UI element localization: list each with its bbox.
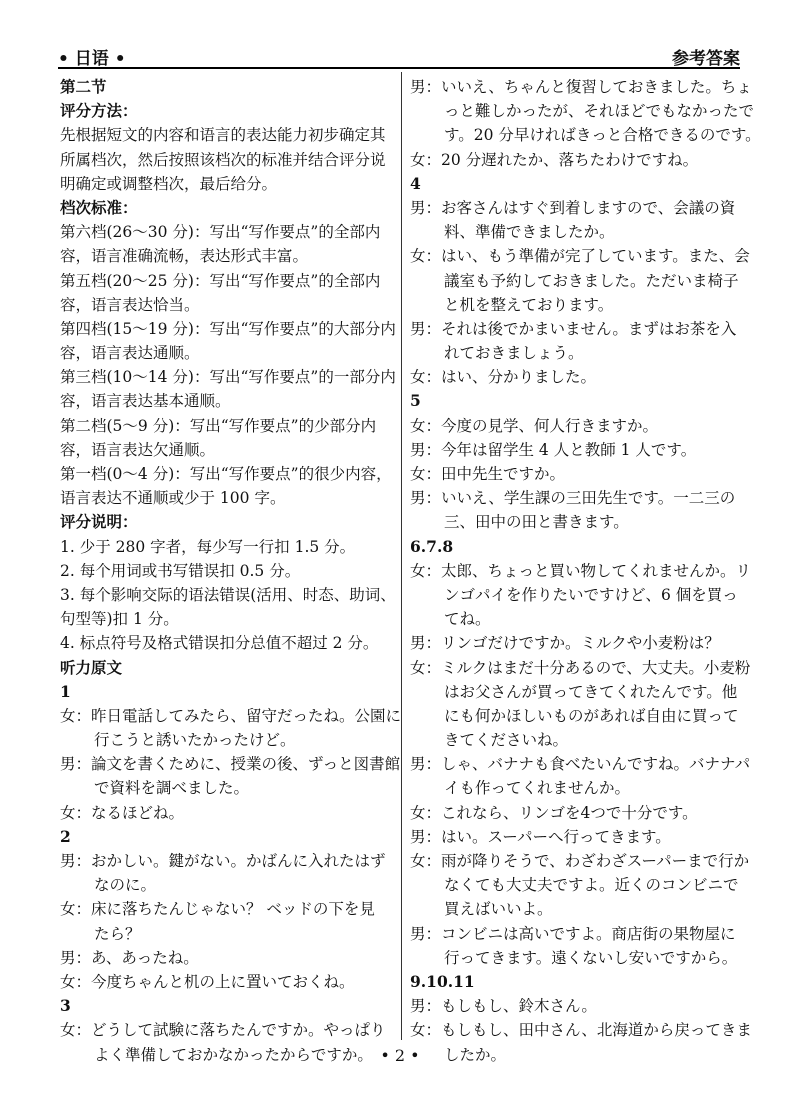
section-heading: 1 [60, 681, 71, 701]
text-line: と机を整えております。 [444, 295, 614, 314]
text-line: 男：いいえ、ちゃんと復習しておきました。ちょ [410, 78, 752, 96]
text-line: 女：太郎、ちょっと買い物してくれませんか。リ [410, 561, 752, 580]
text-line: きてくださいね。 [444, 731, 569, 750]
text-line: 男：おかしい。鍵がない。かばんに入れたはず [60, 852, 386, 870]
text-line: 男：はい。スーパーへ行ってきます。 [410, 827, 671, 846]
section-heading: 听力原文 [60, 657, 123, 677]
section-heading: 第二节 [60, 77, 107, 96]
text-line: 所属档次，然后按照该档次的标准并结合评分说 [60, 150, 386, 169]
section-heading: 6.7.8 [410, 536, 454, 556]
text-line: 女：ミルクはまだ十分あるので、大丈夫。小麦粉 [410, 658, 751, 677]
text-line: 先根据短文的内容和语言的表达能力初步确定其 [60, 126, 386, 145]
text-line: 容，语言表达恰当。 [60, 295, 200, 314]
section-heading: 9.10.11 [410, 971, 475, 991]
left-column [60, 75, 400, 1067]
section-heading: 2 [60, 826, 71, 846]
text-line: 女：20 分遅れたか、落ちたわけですね。 [410, 150, 699, 169]
page-header [58, 44, 740, 68]
text-line: 第五档(20～25 分)：写出“写作要点”的全部内 [60, 271, 381, 290]
text-line: 第三档(10～14 分)：写出“写作要点”的一部分内 [60, 368, 396, 387]
column-divider [401, 72, 402, 1040]
text-line: 女：どうして試験に落ちたんですか。やっぱり [60, 1021, 386, 1040]
text-line: 男：お客さんはすぐ到着しますので、会議の資 [410, 198, 736, 217]
text-line: なくても大丈夫ですよ。近くのコンビニで [444, 876, 739, 895]
text-line: 2. 每个用词或书写错误扣 0.5 分。 [60, 561, 301, 580]
text-line: ンゴパイを作りたいですけど、6 個を買っ [444, 585, 738, 604]
page-number: • 2 • [380, 1046, 420, 1065]
text-line: 女：はい、もう準備が完了しています。また、会 [410, 247, 750, 266]
text-line: 3. 每个影响交际的语法错误(活用、时态、助词、 [60, 585, 396, 604]
text-line: 男：リンゴだけですか。ミルクや小麦粉は？ [410, 634, 720, 653]
text-line: っと難しかったが、それほどでもなかったで [444, 102, 755, 121]
text-line: 第二档(5～9 分)：写出“写作要点”的少部分内 [60, 416, 377, 435]
text-line: 4. 标点符号及格式错误扣分总值不超过 2 分。 [60, 634, 379, 653]
text-line: 行こうと誘いたかったけど。 [94, 731, 296, 750]
text-line: す。20 分早ければきっと合格できるのです。 [444, 126, 761, 145]
section-heading: 5 [410, 391, 421, 411]
text-line: 男：コンビニは高いですよ。商店街の果物屋に [410, 924, 736, 943]
text-line: 男：いいえ、学生課の三田先生です。一二三の [410, 489, 736, 508]
text-line: 女：なるほどね。 [60, 803, 185, 822]
text-line: 男：今年は留学生 4 人と教師 1 人です。 [410, 440, 697, 459]
text-line: 男：論文を書くために、授業の後、ずっと図書館 [60, 755, 401, 774]
text-line: 明确定或调整档次，最后给分。 [60, 174, 278, 193]
text-line: にも何かほしいものがあれば自由に買って [444, 706, 739, 725]
text-line: 女：田中先生ですか。 [410, 465, 566, 483]
text-line: 買えばいいよ。 [444, 900, 553, 919]
text-line: 容，语言表达通顺。 [60, 344, 200, 363]
text-line: 女：昨日電話してみたら、留守だったね。公園に [60, 706, 402, 725]
header-rule [58, 67, 740, 69]
section-heading: 3 [60, 996, 71, 1016]
text-line: れておきましょう。 [444, 344, 584, 363]
text-line: イも作ってくれませんか。 [444, 779, 631, 798]
text-line: 女：床に落ちたんじゃない？ ベッドの下を見 [60, 900, 375, 919]
text-line: 容，语言表达欠通顺。 [60, 440, 216, 459]
text-line: 容，语言准确流畅，表达形式丰富。 [60, 247, 309, 266]
doc-type-label: 参考答案 [672, 49, 740, 69]
text-line: 女：今度の見学、何人行きますか。 [410, 416, 659, 435]
text-line: で資料を調べました。 [94, 779, 250, 798]
text-line: 議室も予約しておきました。ただいま椅子 [444, 271, 739, 290]
text-line: 男：しゃ、バナナも食べたいんですね。バナナパ [410, 755, 751, 774]
section-heading: 评分说明： [60, 512, 138, 532]
section-heading: 4 [410, 173, 421, 193]
text-line: 男：それは後でかまいません。まずはお茶を入 [410, 319, 737, 338]
text-line: たら？ [94, 924, 141, 943]
text-line: 女：はい、分かりました。 [410, 368, 597, 387]
text-line: 男：もしもし、鈴木さん。 [410, 997, 597, 1016]
text-line: 第四档(15～19 分)：写出“写作要点”的大部分内 [60, 319, 396, 338]
text-line: 1. 少于 280 字者，每少写一行扣 1.5 分。 [60, 537, 356, 556]
text-line: よく準備しておかなかったからですか。 [94, 1045, 373, 1064]
subject-label: • 日语 • [58, 49, 126, 69]
right-column [410, 75, 761, 1067]
text-line: はお父さんが買ってきてくれたんです。他 [444, 682, 738, 701]
text-line: てね。 [444, 610, 491, 629]
text-line: 男：あ、あったね。 [60, 948, 199, 967]
section-heading: 档次标准： [60, 197, 138, 217]
text-line: 行ってきます。遠くないし安いですから。 [444, 948, 738, 967]
text-line: 女：もしもし、田中さん、北海道から戻ってきま [410, 1021, 752, 1040]
text-line: 容，语言表达基本通顺。 [60, 392, 231, 411]
text-line: 三、田中の田と書きます。 [444, 513, 629, 532]
text-line: 第六档(26～30 分)：写出“写作要点”的全部内 [60, 223, 381, 242]
text-line: 料、準備できましたか。 [444, 223, 615, 242]
text-line: 语言表达不通顺或少于 100 字。 [60, 489, 286, 508]
text-line: 第一档(0～4 分)：写出“写作要点”的很少内容， [60, 465, 392, 483]
text-line: したか。 [444, 1045, 507, 1064]
text-line: 女：雨が降りそうで、わざわざスーパーまで行か [410, 852, 750, 870]
text-line: 女：これなら、リンゴを4つで十分です。 [410, 803, 698, 822]
section-heading: 评分方法： [60, 101, 138, 121]
text-line: 女：今度ちゃんと机の上に置いておくね。 [60, 972, 355, 991]
text-line: なのに。 [94, 876, 157, 895]
text-line: 句型等)扣 1 分。 [60, 610, 179, 629]
